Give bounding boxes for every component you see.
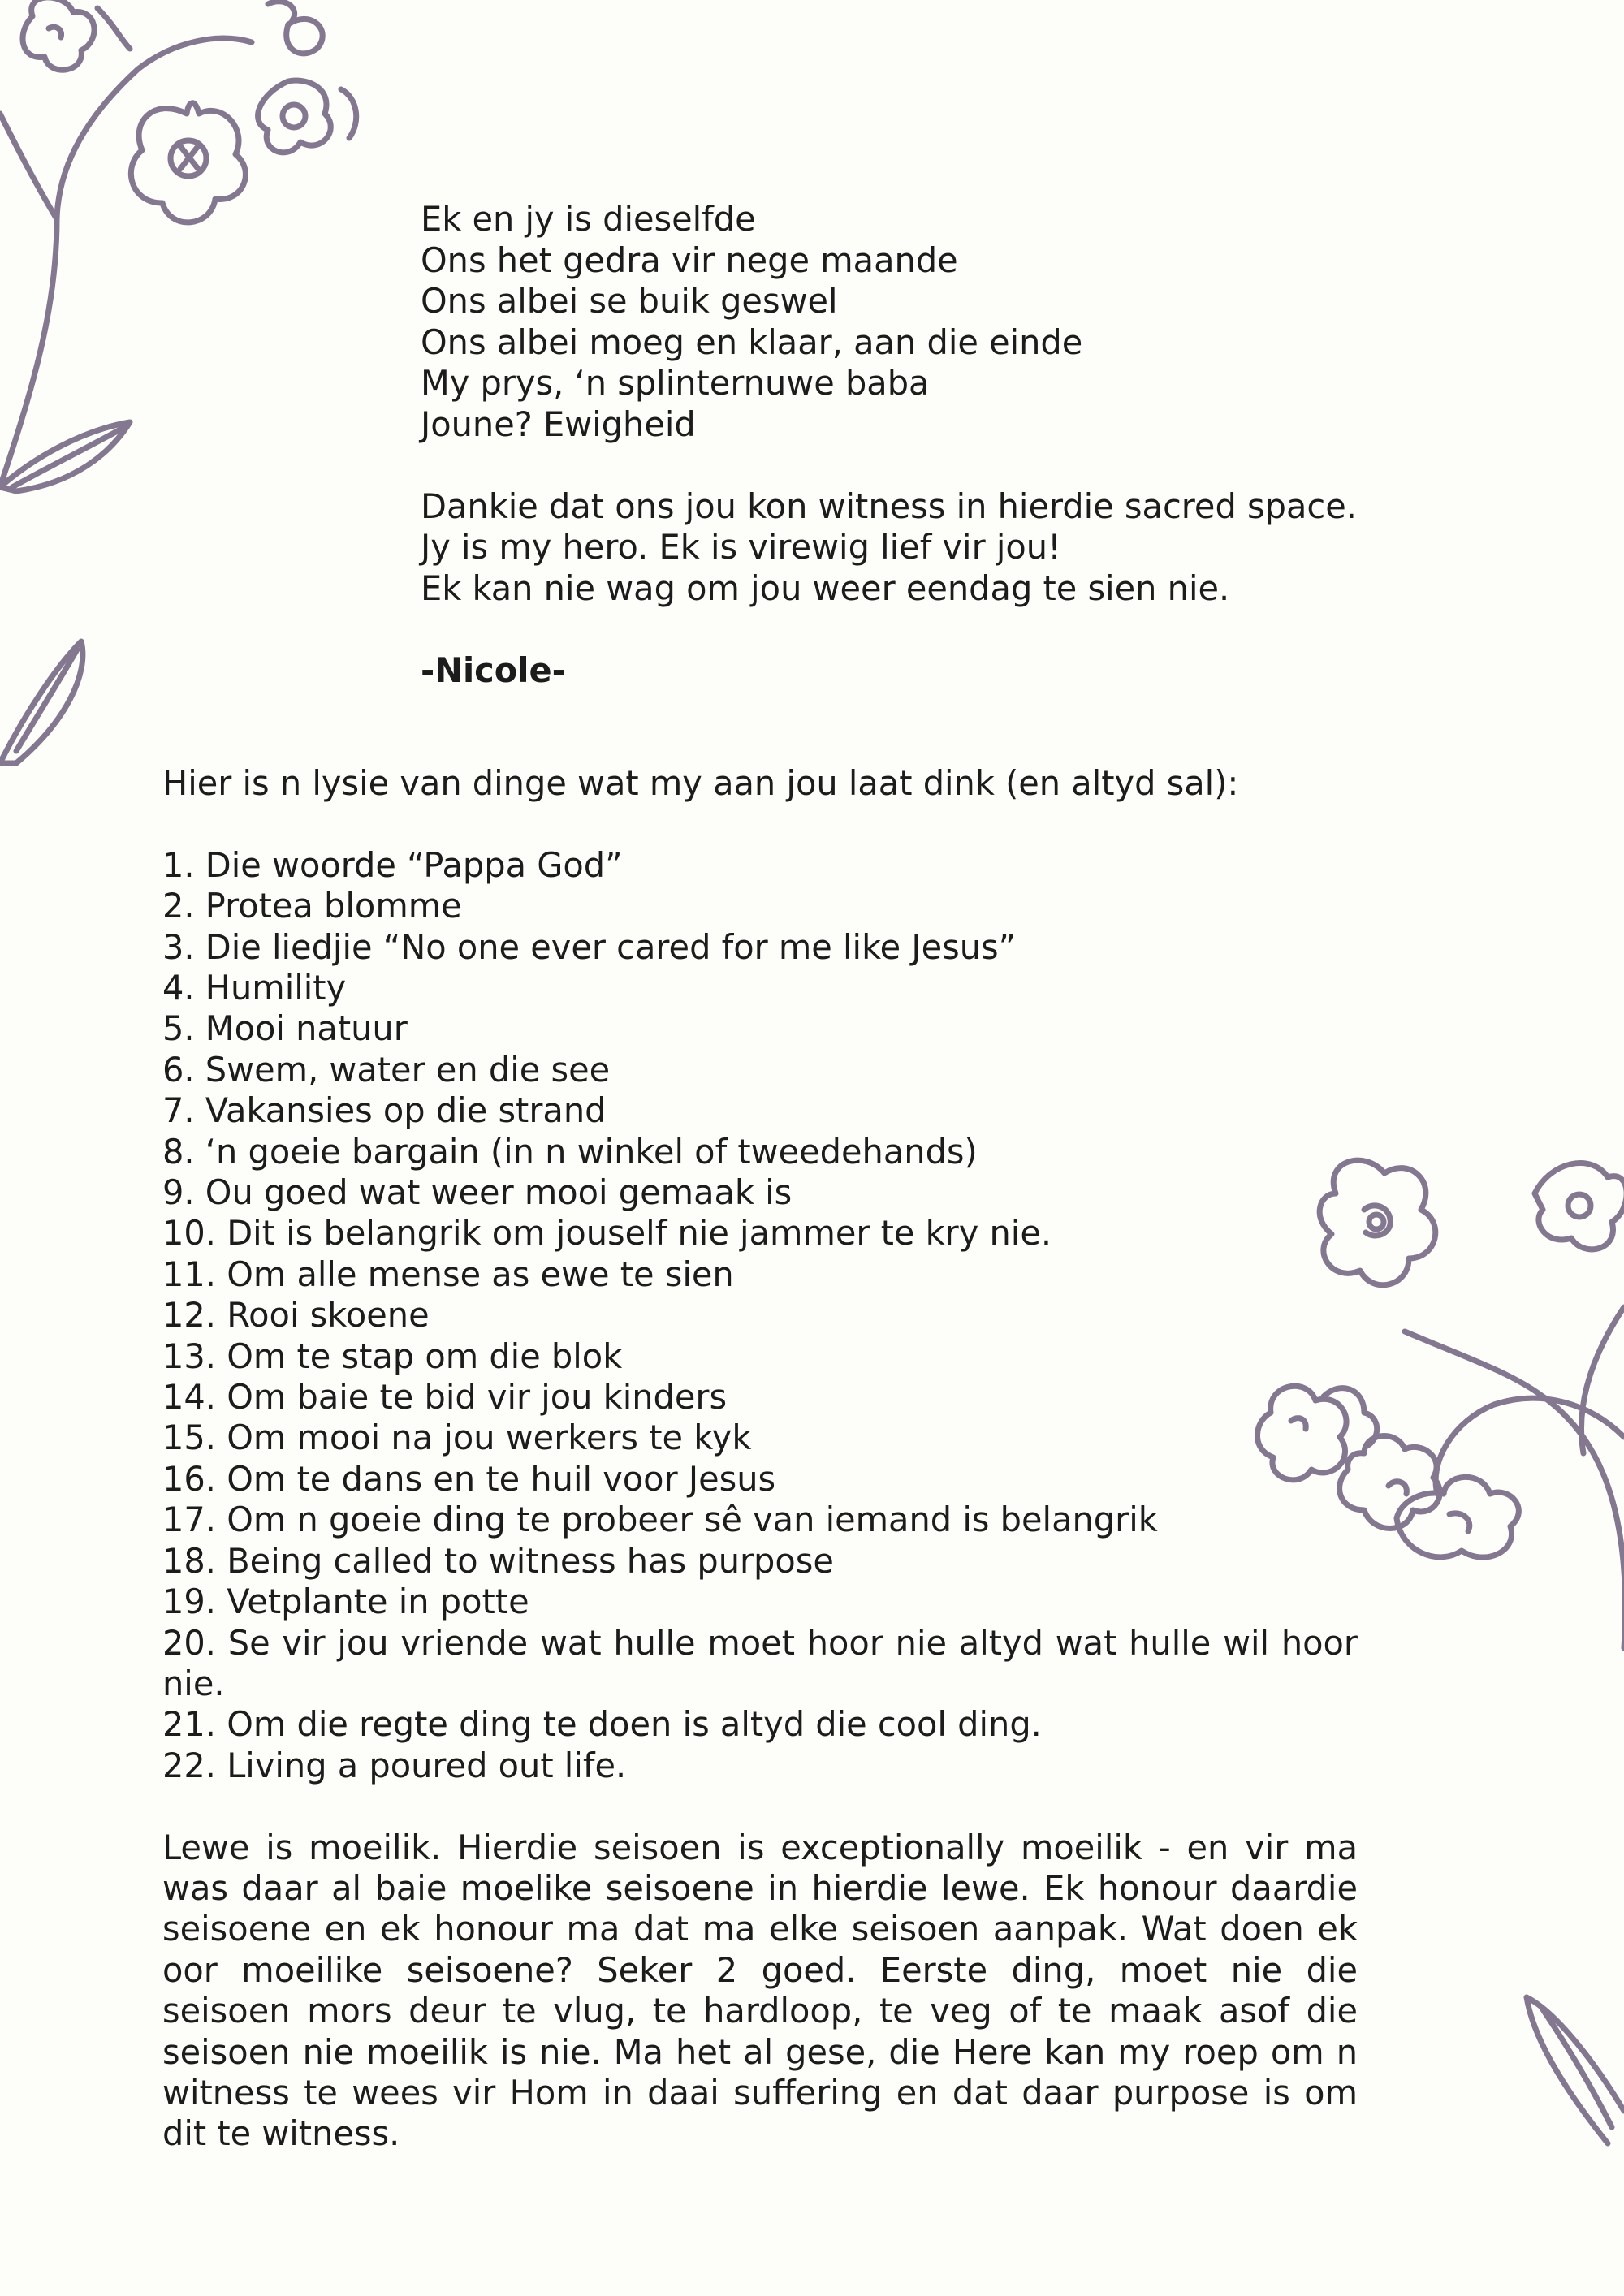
poem-line: Ons albei moeg en klaar, aan die einde [421,322,1083,362]
list-section [162,763,1358,2155]
poem-section [421,199,1476,691]
thanks-line: Jy is my hero. Ek is virewig lief vir jou! [421,527,1061,567]
list-item: 14. Om baie te bid vir jou kinders [162,1377,728,1418]
list-item: 2. Protea blomme [162,886,462,926]
list-item: 7. Vakansies op die strand [162,1090,607,1131]
poem-line: Ons albei se buik geswel [421,281,838,321]
closing-paragraph: Lewe is moeilik. Hierdie seisoen is exceptionally moeilik - en vir ma was daar al baie moelike seisoene in hierdie lewe. Ek honour daardie seisoene en ek honour ma dat ma elke seisoen aanpak. Wat doen ek oor moeilike seisoene? Seker 2 goed. Eerste ding, moet nie die seisoen mors deur te vlug, te hardloop, te veg of te maak asof die seisoen nie moeilik is nie. Ma het al gese, die Here kan my roep om n witness te wees vir Hom in daai suffering en dat daar purpose is om dit te witness. [162,1827,1358,2154]
list-item: 17. Om n goeie ding te probeer sê van iemand is belangrik [162,1500,1158,1540]
list-item: 18. Being called to witness has purpose [162,1540,834,1581]
poem-line: Ons het gedra vir nege maande [421,240,958,280]
list-intro: Hier is n lysie van dinge wat my aan jou laat dink (en altyd sal): [162,763,1239,803]
list-item: 5. Mooi natuur [162,1008,408,1049]
list-item: 1. Die woorde “Pappa God” [162,844,623,885]
poem-line: My prys, ‘n splinternuwe baba [421,363,930,403]
thanks-line: Dankie dat ons jou kon witness in hierdie sacred space. [421,486,1357,526]
list-item: 11. Om alle mense as ewe te sien [162,1254,734,1294]
list-item: 4. Humility [162,968,347,1008]
list-item: 13. Om te stap om die blok [162,1336,623,1376]
poem-line: Joune? Ewigheid [421,404,696,444]
list-item: 20. Se vir jou vriende wat hulle moet hoor nie altyd wat hulle wil hoor nie. [162,1622,1358,1703]
floral-top-left-icon [0,0,374,779]
list-item: 9. Ou goed wat weer mooi gemaak is [162,1172,793,1213]
list-item: 12. Rooi skoene [162,1295,430,1336]
list-item: 21. Om die regte ding te doen is altyd die cool ding. [162,1704,1042,1745]
thanks-line: Ek kan nie wag om jou weer eendag te sien nie. [421,568,1230,608]
list-item: 6. Swem, water en die see [162,1049,611,1090]
list-item: 10. Dit is belangrik om jouself nie jammer te kry nie. [162,1213,1052,1254]
list-item: 19. Vetplante in potte [162,1582,529,1622]
list-item: 3. Die liedjie “No one ever cared for me like Jesus” [162,926,1017,967]
list-item: 15. Om mooi na jou werkers te kyk [162,1418,752,1458]
list-item: 16. Om te dans en te huil voor Jesus [162,1458,776,1499]
list-item: 8. ‘n goeie bargain (in n winkel of tweedehands) [162,1131,978,1172]
list-item: 22. Living a poured out life. [162,1745,627,1785]
signature: -Nicole- [421,650,566,690]
poem-line: Ek en jy is dieselfde [421,199,756,239]
